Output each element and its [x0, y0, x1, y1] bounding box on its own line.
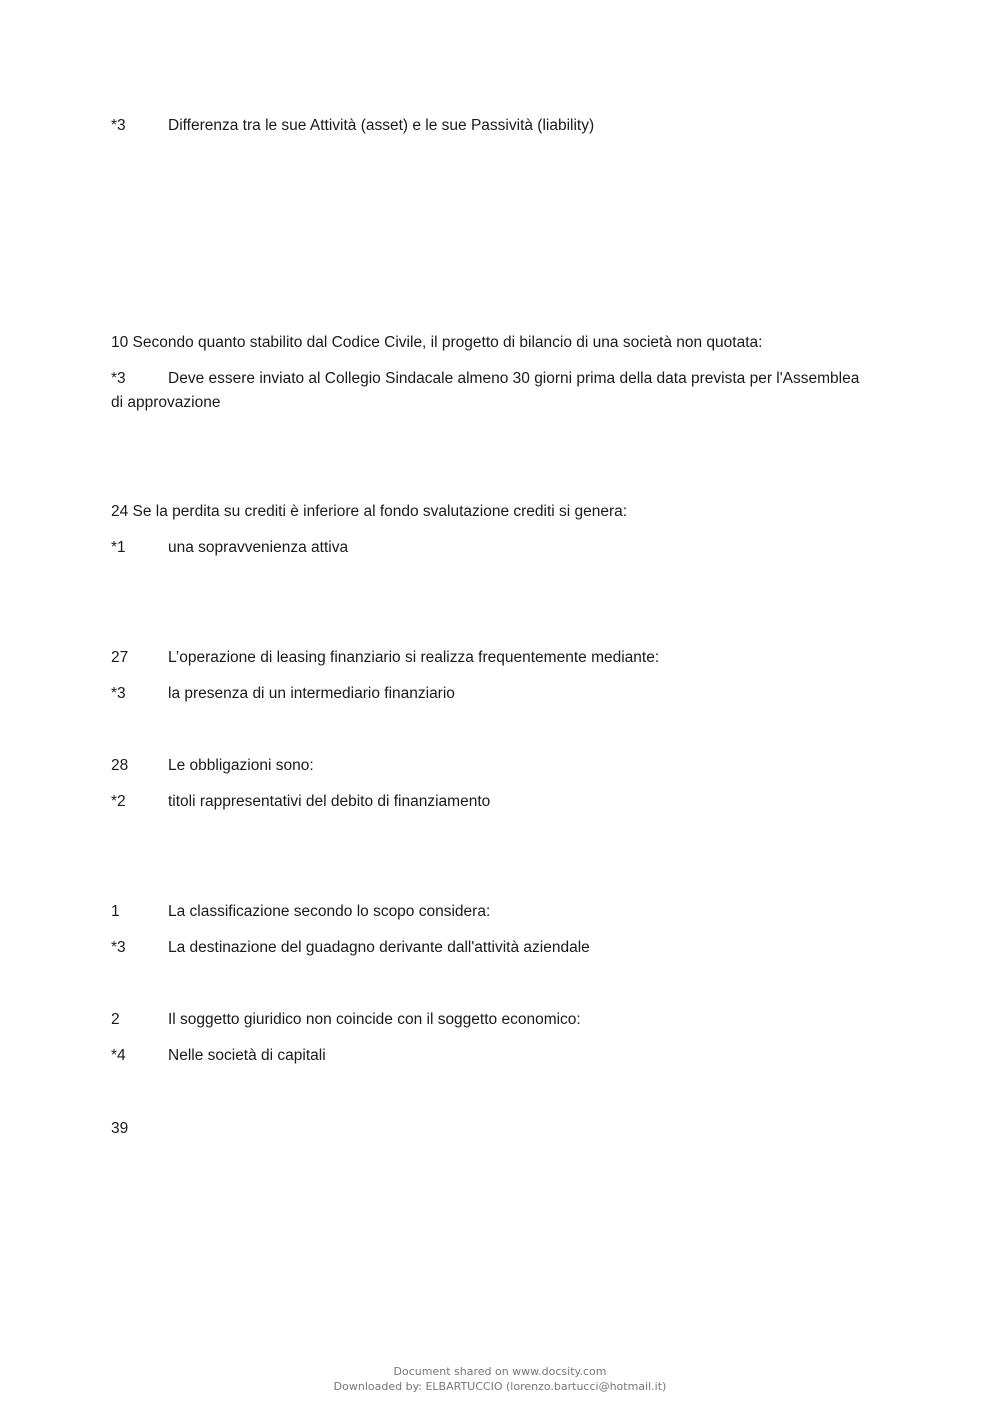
question-number: 1: [111, 903, 120, 920]
answer-number: *2: [111, 793, 126, 810]
question-text: La classificazione secondo lo scopo considera:: [168, 903, 491, 920]
answer-text: una sopravvenienza attiva: [168, 539, 349, 556]
answer-number: *1: [111, 539, 126, 556]
answer-line: [111, 682, 455, 706]
answer-text: titoli rappresentativi del debito di finanziamento: [168, 793, 491, 810]
question-text: 10 Secondo quanto stabilito dal Codice Civile, il progetto di bilancio di una società non quotata:: [111, 334, 763, 351]
question-text: Il soggetto giuridico non coincide con il soggetto economico:: [168, 1011, 581, 1028]
question-text: Le obbligazioni sono:: [168, 757, 314, 774]
question-line: [111, 646, 659, 670]
question-line: [111, 331, 762, 355]
answer-number: *3: [111, 370, 126, 387]
footer-shared-notice: Document shared on www.docsity.com: [393, 1365, 607, 1378]
question-line: [111, 1008, 581, 1032]
answer-line: [111, 790, 490, 814]
question-line: [111, 900, 490, 924]
question-number: 2: [111, 1011, 120, 1028]
answer-text: Differenza tra le sue Attività (asset) e le sue Passività (liability): [168, 117, 595, 134]
question-line: [111, 754, 314, 778]
answer-number: *3: [111, 685, 126, 702]
answer-text: La destinazione del guadagno derivante dall'attività aziendale: [168, 939, 590, 956]
answer-text: la presenza di un intermediario finanziario: [168, 685, 455, 702]
question-text: 24 Se la perdita su crediti è inferiore al fondo svalutazione crediti si genera:: [111, 503, 628, 520]
answer-line: [111, 1044, 326, 1068]
answer-number: *3: [111, 939, 126, 956]
question-number: 39: [111, 1120, 129, 1137]
question-text: L’operazione di leasing finanziario si realizza frequentemente mediante:: [168, 649, 660, 666]
question-number: 28: [111, 757, 129, 774]
answer-text: Deve essere inviato al Collegio Sindacale almeno 30 giorni prima della data prevista per l'Assemblea: [168, 370, 860, 387]
answer-line: [111, 536, 348, 560]
answer-text: Nelle società di capitali: [168, 1047, 326, 1064]
answer-number: *3: [111, 117, 126, 134]
answer-text-continued: di approvazione: [111, 394, 221, 411]
question-number: 27: [111, 649, 129, 666]
question-line: [111, 1117, 168, 1141]
answer-line: [111, 367, 859, 391]
answer-line: [111, 114, 594, 138]
footer-download-notice: Downloaded by: ELBARTUCCIO (lorenzo.bartucci@hotmail.it): [333, 1380, 667, 1393]
answer-line: [111, 936, 590, 960]
question-line: [111, 500, 627, 524]
answer-number: *4: [111, 1047, 126, 1064]
answer-continuation: [111, 391, 220, 415]
